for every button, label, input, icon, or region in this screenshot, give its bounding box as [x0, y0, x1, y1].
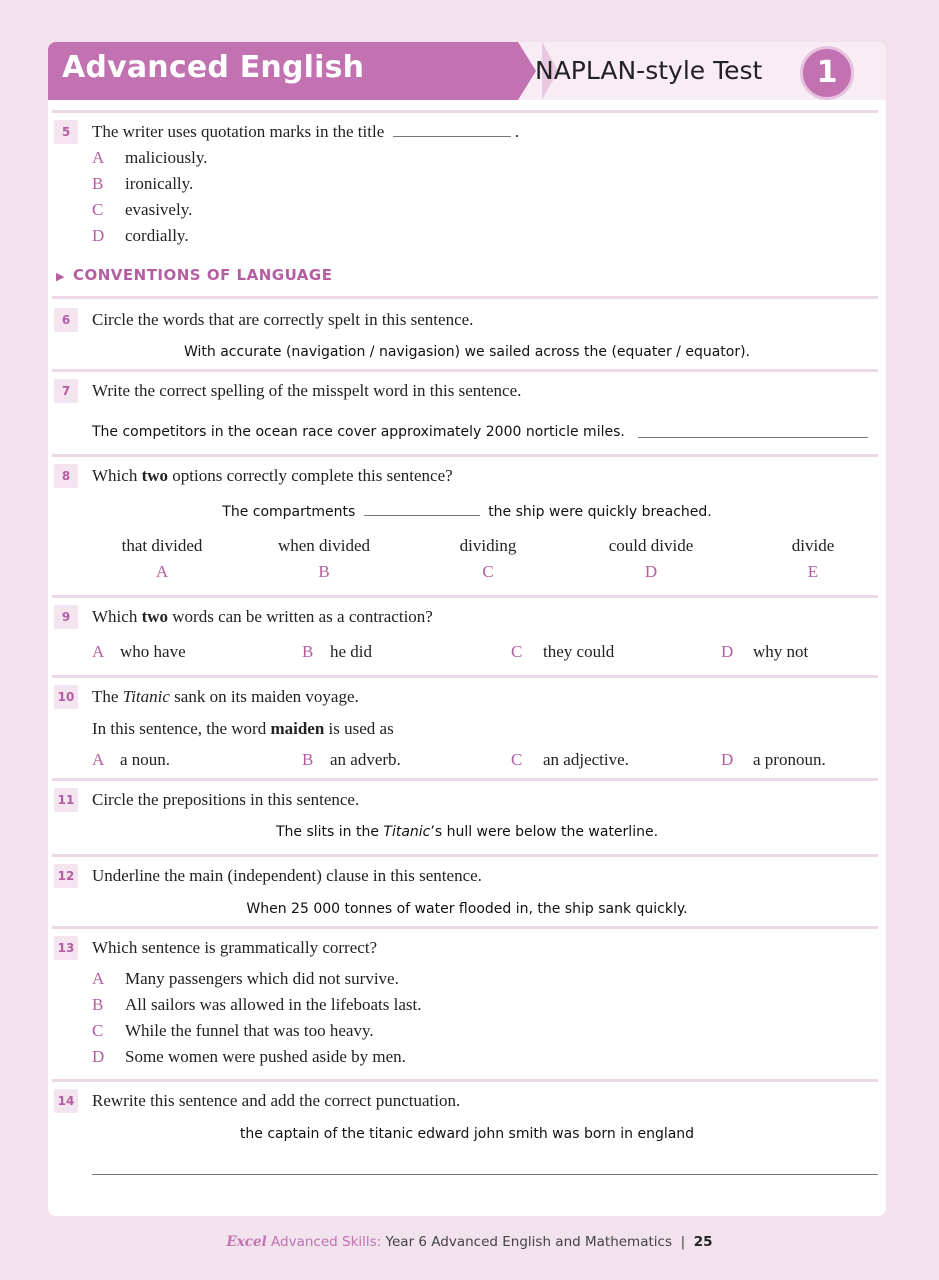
answer-line[interactable]	[638, 437, 868, 438]
question-text-italic: Titanic	[122, 687, 170, 706]
question-text	[92, 719, 394, 739]
question-text-part: is used as	[324, 719, 394, 738]
question-text-part: options correctly complete this sentence?	[168, 466, 453, 485]
page-footer	[0, 1234, 939, 1250]
question-number: 5	[54, 120, 78, 144]
question-text	[92, 466, 453, 486]
page-title: Advanced English	[62, 50, 365, 85]
question-sentence: the captain of the titanic edward john smith was born in england	[239, 1126, 695, 1142]
divider	[52, 595, 878, 598]
triangle-icon: ▶	[56, 270, 65, 283]
question-text-part: Which	[92, 607, 142, 626]
question-sentence	[48, 824, 886, 840]
question-text	[92, 607, 433, 627]
question-text: Circle the prepositions in this sentence.	[92, 790, 360, 809]
question-number: 12	[54, 864, 78, 888]
option-letter[interactable]: B	[318, 562, 330, 581]
option-text[interactable]: a noun.	[120, 750, 171, 769]
footer-separator: |	[680, 1234, 686, 1250]
question-text	[92, 687, 359, 707]
option-text[interactable]: All sailors was allowed in the lifeboats last.	[125, 995, 422, 1014]
section-title: CONVENTIONS OF LANGUAGE	[72, 266, 333, 284]
section-heading	[56, 266, 332, 284]
option-letter[interactable]: D	[92, 1047, 105, 1066]
question-number: 10	[54, 685, 78, 709]
question-number: 14	[54, 1089, 78, 1113]
divider	[52, 854, 878, 857]
option-text[interactable]: who have	[120, 642, 186, 661]
sentence-part: The slits in the	[275, 824, 384, 840]
question-number: 13	[54, 936, 78, 960]
test-name: NAPLAN-style Test	[535, 56, 763, 85]
question-text-part: sank on its maiden voyage.	[169, 687, 359, 706]
question-5-end: .	[514, 122, 519, 141]
option-text[interactable]: an adjective.	[543, 750, 629, 769]
option-letter[interactable]: A	[92, 969, 105, 988]
option-text[interactable]: Many passengers which did not survive.	[125, 969, 399, 988]
option-letter[interactable]: D	[92, 226, 105, 245]
option-text[interactable]: they could	[543, 642, 615, 661]
divider	[52, 1079, 878, 1082]
option-text[interactable]: dividing	[459, 536, 517, 555]
question-text: Which sentence is grammatically correct?	[92, 938, 378, 957]
option-text[interactable]: evasively.	[125, 200, 193, 219]
divider	[52, 778, 878, 781]
footer-series: Advanced Skills:	[271, 1234, 382, 1250]
option-letter[interactable]: D	[644, 562, 658, 581]
option-text[interactable]: when divided	[277, 536, 371, 555]
question-text: Circle the words that are correctly spelt in this sentence.	[92, 310, 474, 329]
option-text[interactable]: why not	[753, 642, 809, 661]
divider	[52, 369, 878, 372]
option-text[interactable]: an adverb.	[330, 750, 401, 769]
question-number: 11	[54, 788, 78, 812]
question-text-bold: two	[141, 466, 169, 485]
answer-blank[interactable]	[393, 136, 511, 137]
option-text[interactable]: cordially.	[125, 226, 189, 245]
question-number: 9	[54, 605, 78, 629]
divider	[52, 675, 878, 678]
option-text[interactable]: maliciously.	[125, 148, 208, 167]
divider	[52, 926, 878, 929]
option-letter[interactable]: C	[511, 750, 523, 769]
question-text	[92, 122, 519, 142]
option-text[interactable]: divide	[791, 536, 835, 555]
question-text-part: In this sentence, the word	[92, 719, 271, 738]
test-number-badge: 1	[800, 46, 854, 100]
option-letter[interactable]: A	[92, 642, 105, 661]
option-letter[interactable]: A	[92, 148, 105, 167]
sentence-part: ’s hull were below the waterline.	[430, 824, 659, 840]
question-text-part: words can be written as a contraction?	[168, 607, 433, 626]
sentence-italic: Titanic	[383, 824, 431, 840]
footer-book-title: Year 6 Advanced English and Mathematics	[385, 1234, 672, 1250]
question-text-part: Which	[92, 466, 142, 485]
question-text: Write the correct spelling of the misspelt word in this sentence.	[92, 381, 522, 400]
question-sentence: When 25 000 tonnes of water flooded in, the ship sank quickly.	[246, 901, 688, 917]
option-text[interactable]: Some women were pushed aside by men.	[125, 1047, 406, 1066]
question-text-bold: maiden	[270, 719, 325, 738]
option-letter[interactable]: D	[721, 750, 734, 769]
question-text: Underline the main (independent) clause in this sentence.	[92, 866, 482, 885]
divider	[52, 110, 878, 113]
question-number: 6	[54, 308, 78, 332]
option-text[interactable]: ironically.	[125, 174, 194, 193]
option-text[interactable]: While the funnel that was too heavy.	[125, 1021, 374, 1040]
question-number: 8	[54, 464, 78, 488]
sentence-part: the ship were quickly breached.	[488, 504, 712, 520]
question-sentence	[48, 504, 886, 520]
option-letter[interactable]: C	[511, 642, 523, 661]
option-letter[interactable]: A	[155, 562, 169, 581]
divider	[52, 296, 878, 299]
option-letter[interactable]: B	[92, 174, 104, 193]
sentence-part: The compartments	[222, 504, 356, 520]
page-number: 25	[693, 1234, 713, 1250]
option-letter[interactable]: B	[92, 995, 104, 1014]
header-chevron	[518, 42, 536, 100]
divider	[52, 454, 878, 457]
footer-brand: Excel	[226, 1234, 267, 1250]
test-page-card	[48, 42, 886, 1216]
option-text[interactable]: he did	[330, 642, 373, 661]
question-sentence: The competitors in the ocean race cover approximately 2000 norticle miles.	[92, 424, 625, 440]
option-letter[interactable]: E	[807, 562, 819, 581]
question-text: Rewrite this sentence and add the correct punctuation.	[92, 1091, 461, 1110]
option-letter[interactable]: A	[92, 750, 105, 769]
answer-line[interactable]	[92, 1174, 878, 1175]
option-text[interactable]: that divided	[121, 536, 203, 555]
option-letter[interactable]: C	[482, 562, 494, 581]
question-sentence: With accurate (navigation / navigasion) we sailed across the (equater / equator).	[183, 344, 751, 360]
option-text[interactable]: a pronoun.	[753, 750, 826, 769]
option-text[interactable]: could divide	[608, 536, 694, 555]
option-letter[interactable]: D	[721, 642, 734, 661]
option-letter[interactable]: C	[92, 1021, 104, 1040]
option-letter[interactable]: B	[302, 750, 314, 769]
answer-blank	[364, 515, 480, 516]
question-text-part: The	[92, 687, 123, 706]
question-5-text: The writer uses quotation marks in the title	[92, 122, 385, 141]
question-number: 7	[54, 379, 78, 403]
question-text-bold: two	[141, 607, 169, 626]
option-letter[interactable]: C	[92, 200, 104, 219]
option-letter[interactable]: B	[302, 642, 314, 661]
